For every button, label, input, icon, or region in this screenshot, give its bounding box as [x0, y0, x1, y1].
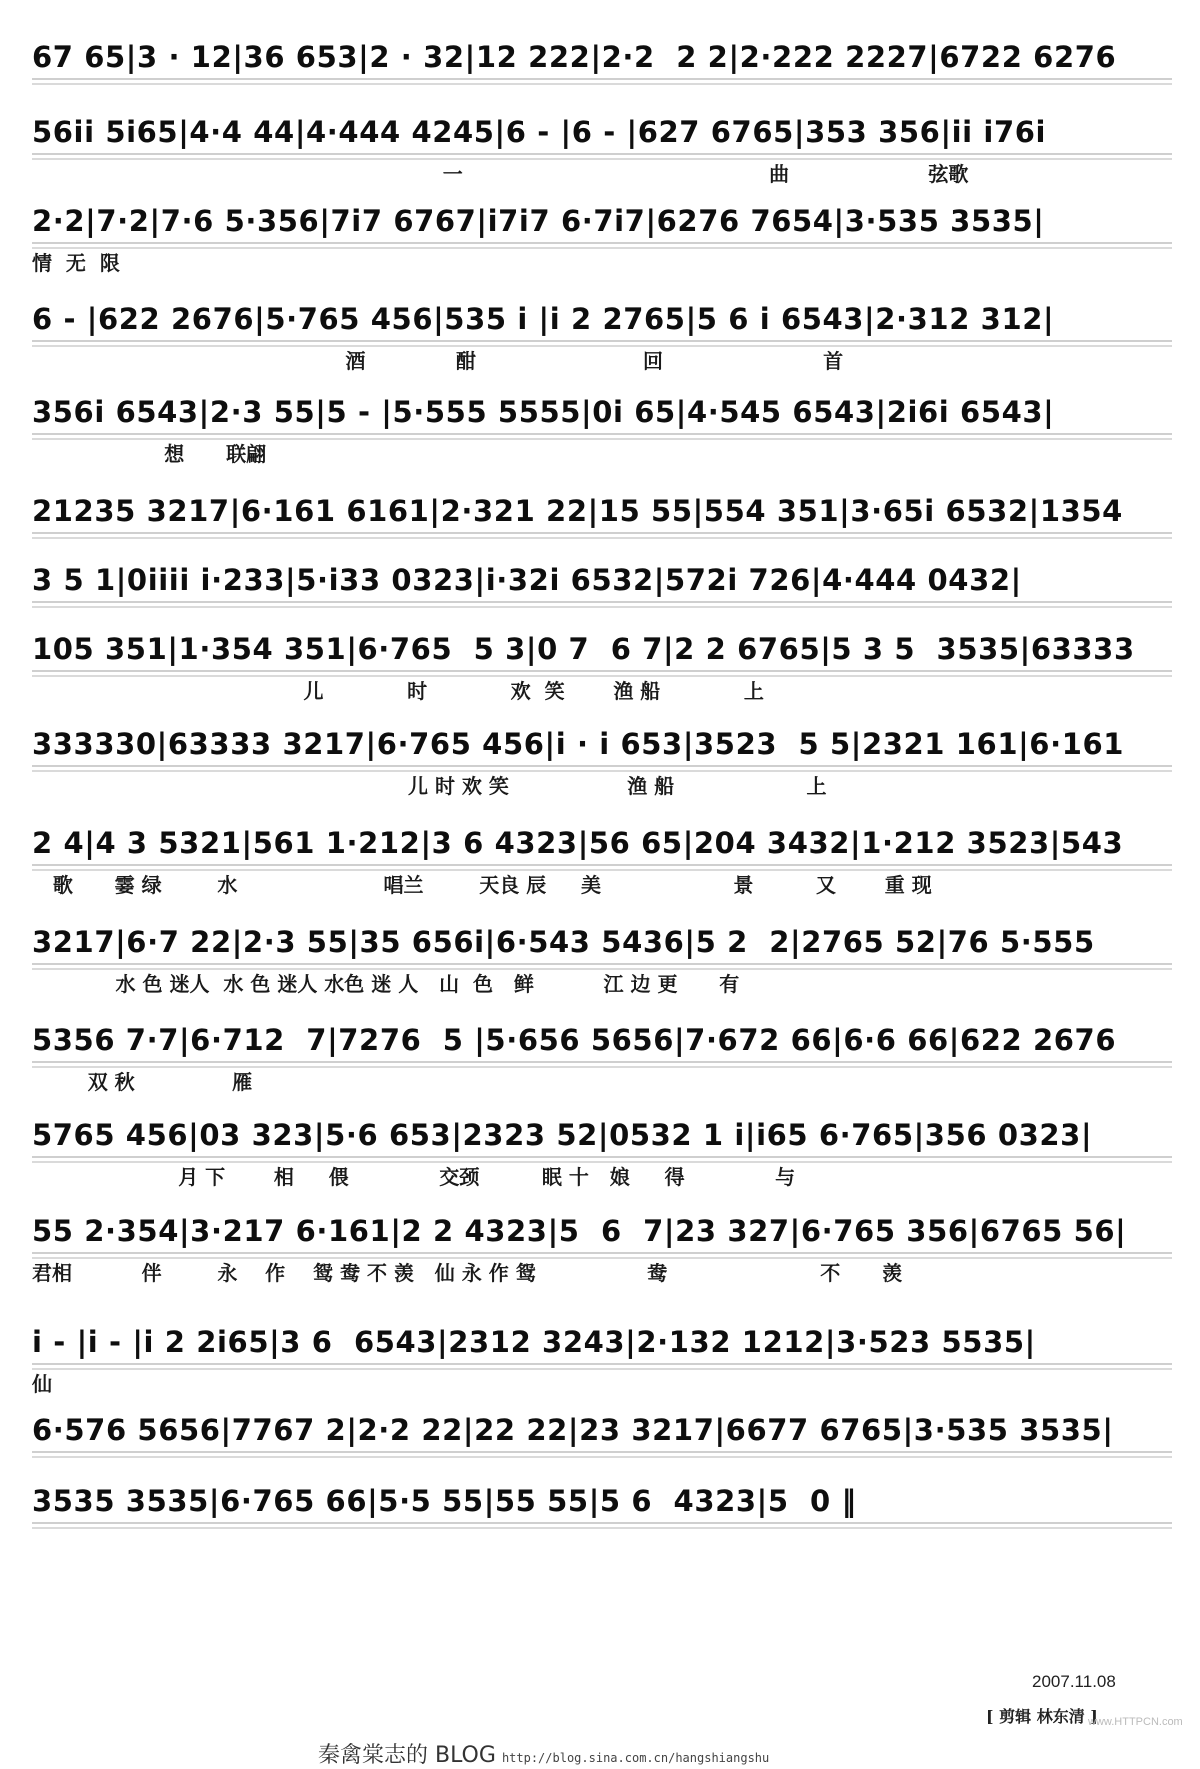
- blog-title: 秦禽棠志的 BLOG: [318, 1743, 496, 1768]
- editor-signature: [ 剪辑 林东清 ]: [986, 1707, 1098, 1726]
- lyric-line: 酒 酣 回 首: [32, 349, 844, 373]
- lyric-line: 儿 时 欢 笑 渔 船 上: [32, 679, 764, 703]
- blog-url: http://blog.sina.com.cn/hangshiangshu: [501, 1751, 770, 1765]
- lyric-line: 想 联翩: [32, 442, 267, 466]
- lyric-line: 儿 时 欢 笑 渔 船 上: [32, 774, 827, 798]
- notation-line: 356i 6543|2·3 55|5 - |5·555 5555|0i 65|4·545 6543|2i6i 6543|: [32, 395, 1172, 429]
- notation-line: 5765 456|03 323|5·6 653|2323 52|0532 1 i|i65 6·765|356 0323|: [32, 1118, 1172, 1152]
- date-stamp: 2007.11.08: [1032, 1672, 1116, 1691]
- notation-line: i - |i - |i 2 2i65|3 6 6543|2312 3243|2·132 1212|3·523 5535|: [32, 1325, 1172, 1359]
- notation-line: 333330|63333 3217|6·765 456|i · i 653|3523 5 5|2321 161|6·161: [32, 727, 1172, 761]
- lyric-line: 仙: [32, 1372, 52, 1396]
- lyric-line: 双 秋 雁: [32, 1070, 253, 1094]
- notation-line: 56ii 5i65|4·4 44|4·444 4245|6 - |6 - |627 6765|353 356|ii i76i: [32, 115, 1172, 149]
- notation-line: 55 2·354|3·217 6·161|2 2 4323|5 6 7|23 327|6·765 356|6765 56|: [32, 1214, 1172, 1248]
- notation-line: 2·2|7·2|7·6 5·356|7i7 6767|i7i7 6·7i7|6276 7654|3·535 3535|: [32, 204, 1172, 238]
- notation-line: 21235 3217|6·161 6161|2·321 22|15 55|554 351|3·65i 6532|1354: [32, 494, 1172, 528]
- notation-line: 5356 7·7|6·712 7|7276 5 |5·656 5656|7·672 66|6·6 66|622 2676: [32, 1023, 1172, 1057]
- blog-caption: [318, 1738, 769, 1769]
- lyric-line: 水 色 迷人 水 色 迷人 水色 迷 人 山 色 鲜 江 边 更 有: [32, 972, 740, 996]
- notation-line: 3 5 1|0iiii i·233|5·i33 0323|i·32i 6532|572i 726|4·444 0432|: [32, 563, 1172, 597]
- lyric-line: 情 无 限: [32, 251, 120, 275]
- lyric-line: 君相 伴 永 作 鸳 鸯 不 羡 仙 永 作 鸳 鸯 不 羡: [32, 1261, 903, 1285]
- notation-line: 6 - |622 2676|5·765 456|535 i |i 2 2765|5 6 i 6543|2·312 312|: [32, 302, 1172, 336]
- lyric-line: 一 曲 弦歌: [32, 162, 969, 186]
- notation-line: 105 351|1·354 351|6·765 5 3|0 7 6 7|2 2 6765|5 3 5 3535|63333: [32, 632, 1172, 666]
- notation-line: 3535 3535|6·765 66|5·5 55|55 55|5 6 4323|5 0 ‖: [32, 1484, 1172, 1518]
- notation-line: 2 4|4 3 5321|561 1·212|3 6 4323|56 65|204 3432|1·212 3523|543: [32, 826, 1172, 860]
- lyric-line: 月 下 相 偎 交颈 眠 十 娘 得 与: [32, 1165, 796, 1189]
- notation-line: 67 65|3 · 12|36 653|2 · 32|12 222|2·2 2 2|2·222 2227|6722 6276: [32, 40, 1172, 74]
- notation-line: 6·576 5656|7767 2|2·2 22|22 22|23 3217|6677 6765|3·535 3535|: [32, 1413, 1172, 1447]
- watermark: www.HTTPCN.com: [1088, 1716, 1183, 1728]
- notation-line: 3217|6·7 22|2·3 55|35 656i|6·543 5436|5 2 2|2765 52|76 5·555: [32, 925, 1172, 959]
- lyric-line: 歌 霎 绿 水 唱兰 天良 辰 美 景 又 重 现: [32, 873, 932, 897]
